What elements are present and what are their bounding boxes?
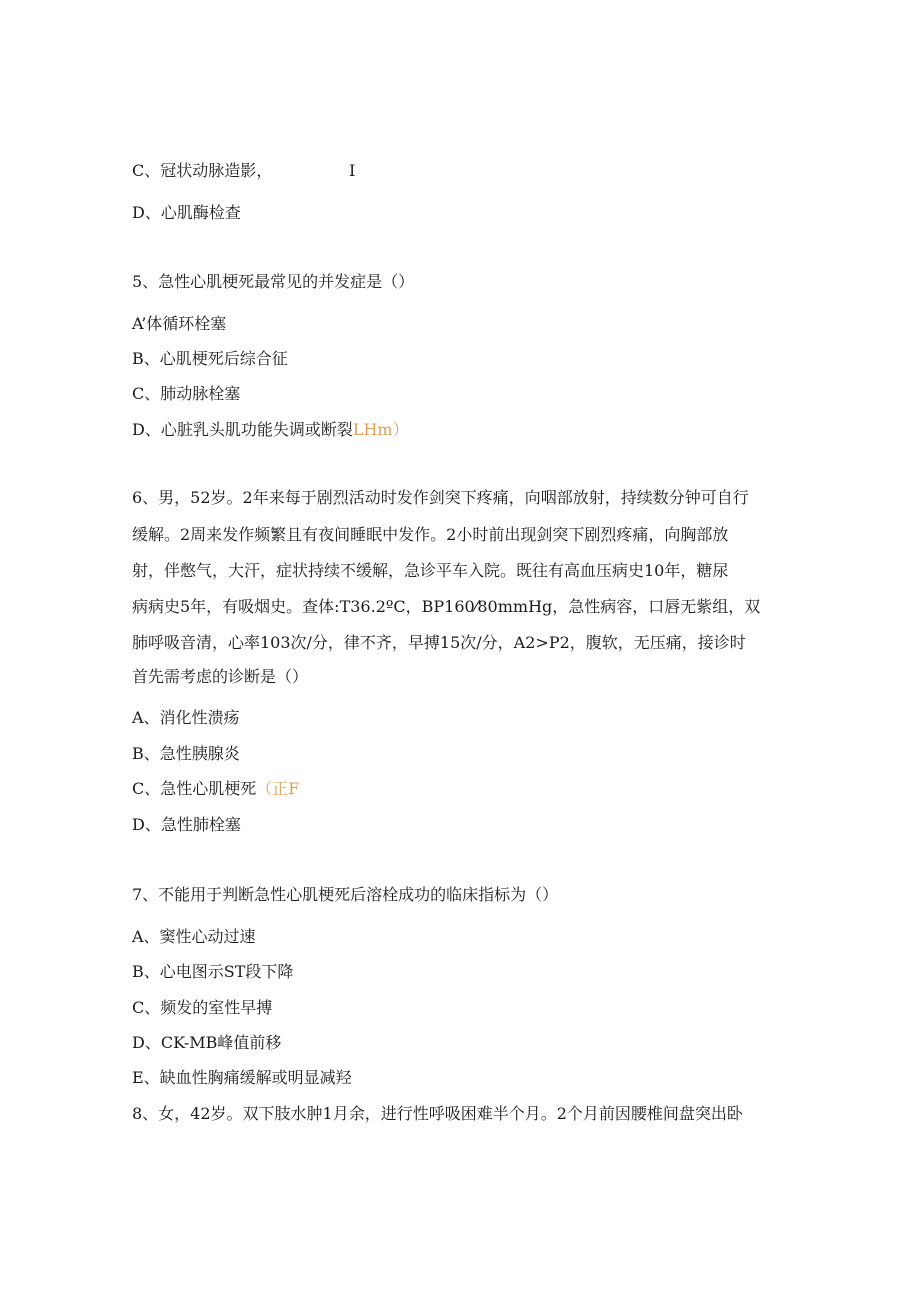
- q5-answer-mark: LHm）: [352, 420, 409, 439]
- q6-option-c-text: C、急性心肌梗死: [132, 779, 257, 798]
- q7-option-a: A、窦性心动过速: [132, 927, 256, 946]
- q7-option-b: B、心电图示ST段下降: [132, 962, 294, 981]
- q6-option-b: B、急性胰腺炎: [132, 744, 240, 763]
- q5-option-d: [132, 420, 409, 440]
- q6-option-d: D、急性肺栓塞: [132, 815, 241, 834]
- q4-option-c-text: C、冠状动脉造影，: [132, 161, 273, 180]
- q5-option-a: A’体循环栓塞: [132, 314, 227, 333]
- q5-option-c: C、肺动脉栓塞: [132, 384, 241, 403]
- q6-question-line: 病病史5年，有吸烟史。查体:T36.2ºC，BP160⁄80mmHg，急性病容，口唇无紫组，双: [132, 597, 761, 616]
- q7-question: 7、不能用于判断急性心肌梗死后溶栓成功的临床指标为（）: [132, 885, 559, 904]
- q6-question-line: 缓解。2周来发作频繁且有夜间睡眠中发作。2小时前出现剑突下剧烈疼痛，向胸部放: [132, 525, 729, 544]
- q7-option-c: C、频发的室性早搏: [132, 998, 273, 1017]
- q6-question-line: 首先需考虑的诊断是（）: [132, 667, 309, 686]
- text-cursor-mark: I: [349, 161, 356, 180]
- q7-option-d: D、CK-MB峰值前移: [132, 1033, 282, 1052]
- q6-question-line: 肺呼吸音清，心率103次/分，律不齐，早搏15次/分，A2>P2，腹软，无压痛，接诊时: [132, 633, 746, 652]
- q6-answer-mark: （正F: [256, 779, 300, 798]
- q6-question-line: 6、男，52岁。2年来每于剧烈活动时发作剑突下疼痛，向咽部放射，持续数分钟可自行: [132, 488, 749, 507]
- q4-option-c: [132, 161, 272, 181]
- q6-question-line: 射，伴憋气，大汗，症状持续不缓解，急诊平车入院。既往有高血压病史10年，糖尿: [132, 561, 729, 580]
- q5-question: 5、急性心肌梗死最常见的并发症是（）: [132, 272, 415, 291]
- q4-option-d: D、心肌酶检查: [132, 203, 241, 222]
- q8-question: 8、女，42岁。双下肢水肿1月余，进行性呼吸困难半个月。2个月前因腰椎间盘突出卧: [132, 1104, 743, 1123]
- q5-option-d-text: D、心脏乳头肌功能失调或断裂: [132, 420, 353, 439]
- q6-option-c: [132, 779, 299, 799]
- q5-option-b: B、心肌梗死后综合征: [132, 349, 288, 368]
- q6-option-a: A、消化性溃疡: [132, 708, 240, 727]
- q7-option-e: E、缺血性胸痛缓解或明显减羟: [132, 1068, 352, 1087]
